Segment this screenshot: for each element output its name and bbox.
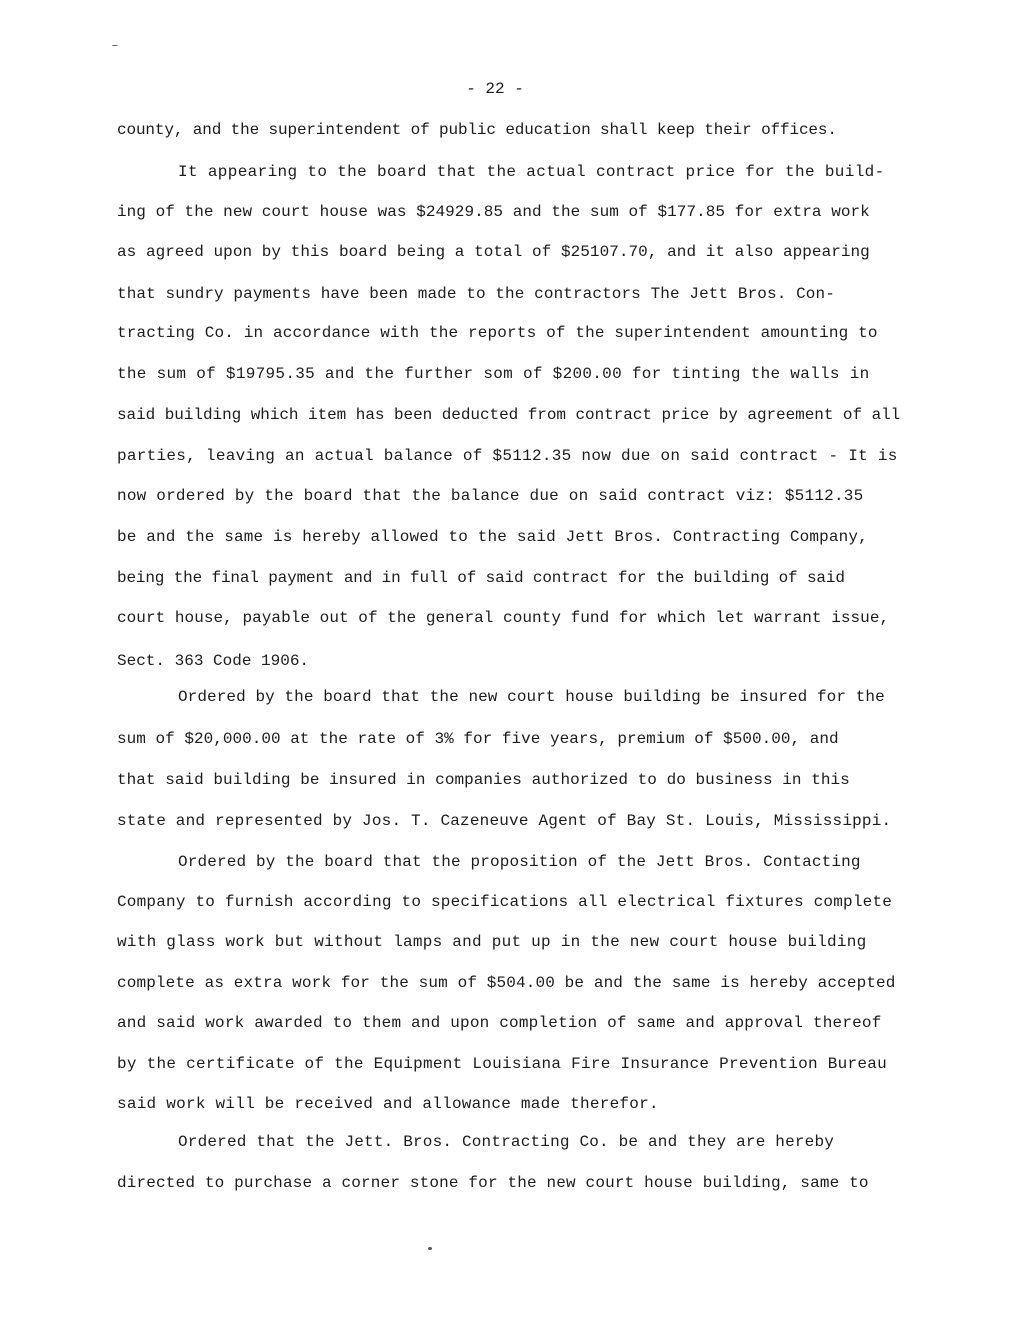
text-line: said building which item has been deducted from contract price by agreement of all bbox=[117, 406, 901, 424]
paragraph-first-line: Ordered by the board that the proposition of the Jett Bros. Contacting bbox=[178, 853, 861, 871]
scan-speck bbox=[112, 45, 118, 46]
text-line: complete as extra work for the sum of $504.00 be and the same is hereby accepted bbox=[117, 974, 896, 992]
paragraph-first-line: It appearing to the board that the actual contract price for the build- bbox=[178, 163, 885, 181]
text-line: that said building be insured in companies authorized to do business in this bbox=[117, 771, 850, 789]
text-line: being the final payment and in full of said contract for the building of said bbox=[117, 569, 845, 587]
paragraph-first-line: Ordered that the Jett. Bros. Contracting Co. be and they are hereby bbox=[178, 1133, 835, 1151]
text-line: the sum of $19795.35 and the further som of $200.00 for tinting the walls in bbox=[117, 365, 870, 383]
text-line: court house, payable out of the general county fund for which let warrant issue, bbox=[117, 609, 890, 627]
text-line: now ordered by the board that the balance due on said contract viz: $5112.35 bbox=[117, 487, 864, 505]
text-line: parties, leaving an actual balance of $5112.35 now due on said contract - It is bbox=[117, 447, 898, 465]
text-line: be and the same is hereby allowed to the said Jett Bros. Contracting Company, bbox=[117, 528, 868, 546]
text-line: as agreed upon by this board being a total of $25107.70, and it also appearing bbox=[117, 243, 870, 261]
text-line: by the certificate of the Equipment Louisiana Fire Insurance Prevention Bureau bbox=[117, 1055, 887, 1073]
text-line: state and represented by Jos. T. Cazeneuve Agent of Bay St. Louis, Mississippi. bbox=[117, 812, 892, 830]
text-line: Company to furnish according to specifications all electrical fixtures complete bbox=[117, 893, 893, 911]
page-number: - 22 - bbox=[466, 80, 524, 98]
scan-speck bbox=[428, 1247, 432, 1250]
text-line: directed to purchase a corner stone for the new court house building, same to bbox=[117, 1174, 869, 1192]
text-line: said work will be received and allowance made therefor. bbox=[117, 1095, 659, 1113]
text-line: that sundry payments have been made to the contractors The Jett Bros. Con- bbox=[117, 285, 835, 303]
text-line: county, and the superintendent of public education shall keep their offices. bbox=[117, 121, 837, 139]
text-line: tracting Co. in accordance with the reports of the superintendent amounting to bbox=[117, 324, 878, 342]
text-line: ing of the new court house was $24929.85 and the sum of $177.85 for extra work bbox=[117, 203, 870, 221]
text-line: Sect. 363 Code 1906. bbox=[117, 652, 310, 670]
paragraph-first-line: Ordered by the board that the new court house building be insured for the bbox=[178, 688, 885, 706]
text-line: sum of $20,000.00 at the rate of 3% for five years, premium of $500.00, and bbox=[117, 730, 839, 748]
text-line: with glass work but without lamps and put up in the new court house building bbox=[117, 933, 867, 951]
text-line: and said work awarded to them and upon completion of same and approval thereof bbox=[117, 1014, 882, 1032]
